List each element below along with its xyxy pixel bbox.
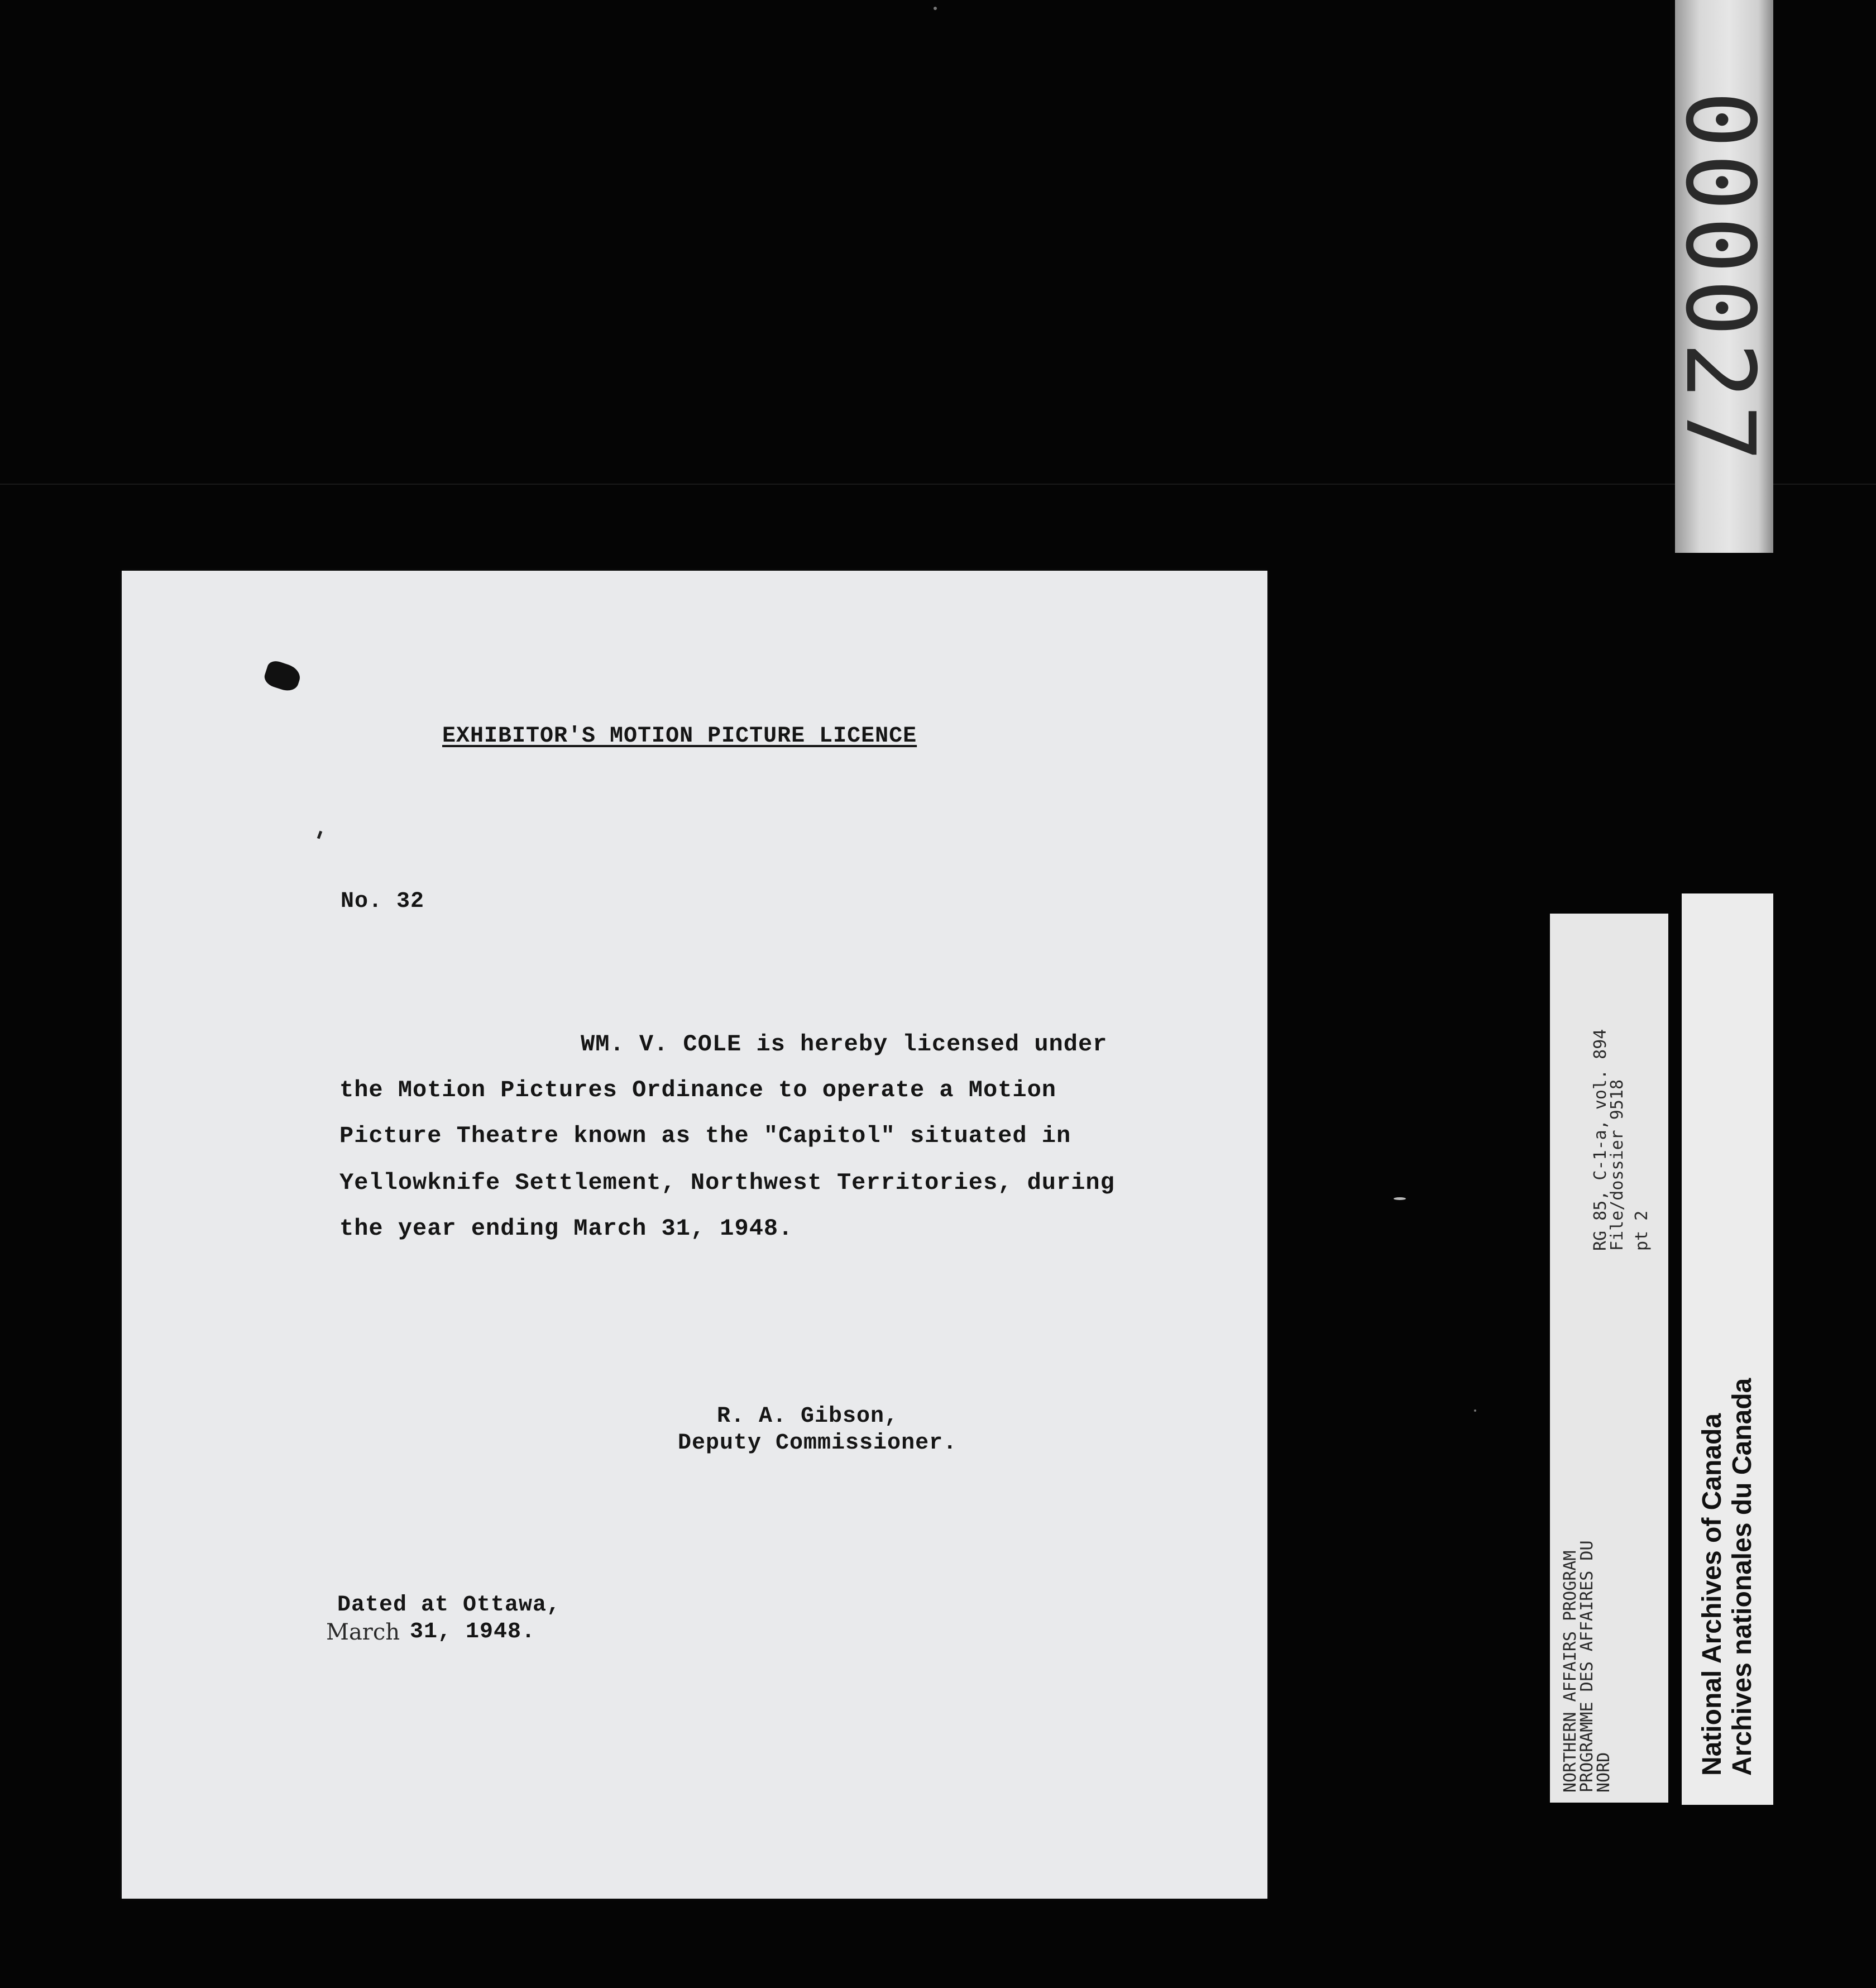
part-number: pt 2 <box>1632 1210 1652 1251</box>
archives-name-en: National Archives of Canada <box>1697 1413 1727 1776</box>
paragraph-line-1: WM. V. COLE is hereby licensed under <box>581 1031 1108 1058</box>
film-speck <box>1394 1197 1406 1200</box>
paragraph-line-4: Yellowknife Settlement, Northwest Territories, during <box>339 1169 1115 1196</box>
signature-title: Deputy Commissioner. <box>678 1431 958 1456</box>
paragraph-line-5: the year ending March 31, 1948. <box>339 1215 793 1242</box>
paragraph-line-2: the Motion Pictures Ordinance to operate a Motion <box>339 1077 1057 1103</box>
frame-counter: 000027 <box>1664 90 1775 468</box>
film-speck <box>1474 1409 1476 1412</box>
date-typed: 31, 1948. <box>410 1619 536 1645</box>
program-fr-1: PROGRAMME DES AFFAIRES DU <box>1577 1540 1597 1793</box>
dated-line: Dated at Ottawa, <box>337 1593 561 1618</box>
film-speck <box>934 7 937 10</box>
archives-name-fr: Archives nationales du Canada <box>1727 1378 1757 1776</box>
paragraph-line-3: Picture Theatre known as the "Capitol" situated in <box>339 1122 1071 1149</box>
handwritten-month: March <box>326 1619 400 1645</box>
licence-title: EXHIBITOR'S MOTION PICTURE LICENCE <box>442 724 917 749</box>
program-en: NORTHERN AFFAIRS PROGRAM <box>1561 1550 1580 1793</box>
file-number: File/dossier 9518 <box>1607 1079 1627 1251</box>
signature-name: R. A. Gibson, <box>717 1404 899 1429</box>
program-fr-2: NORD <box>1594 1752 1614 1793</box>
film-frame-divider <box>0 484 1876 485</box>
licence-number: No. 32 <box>341 889 425 914</box>
reference-number: RG 85, C-1-a, vol. 894 <box>1591 1029 1610 1251</box>
